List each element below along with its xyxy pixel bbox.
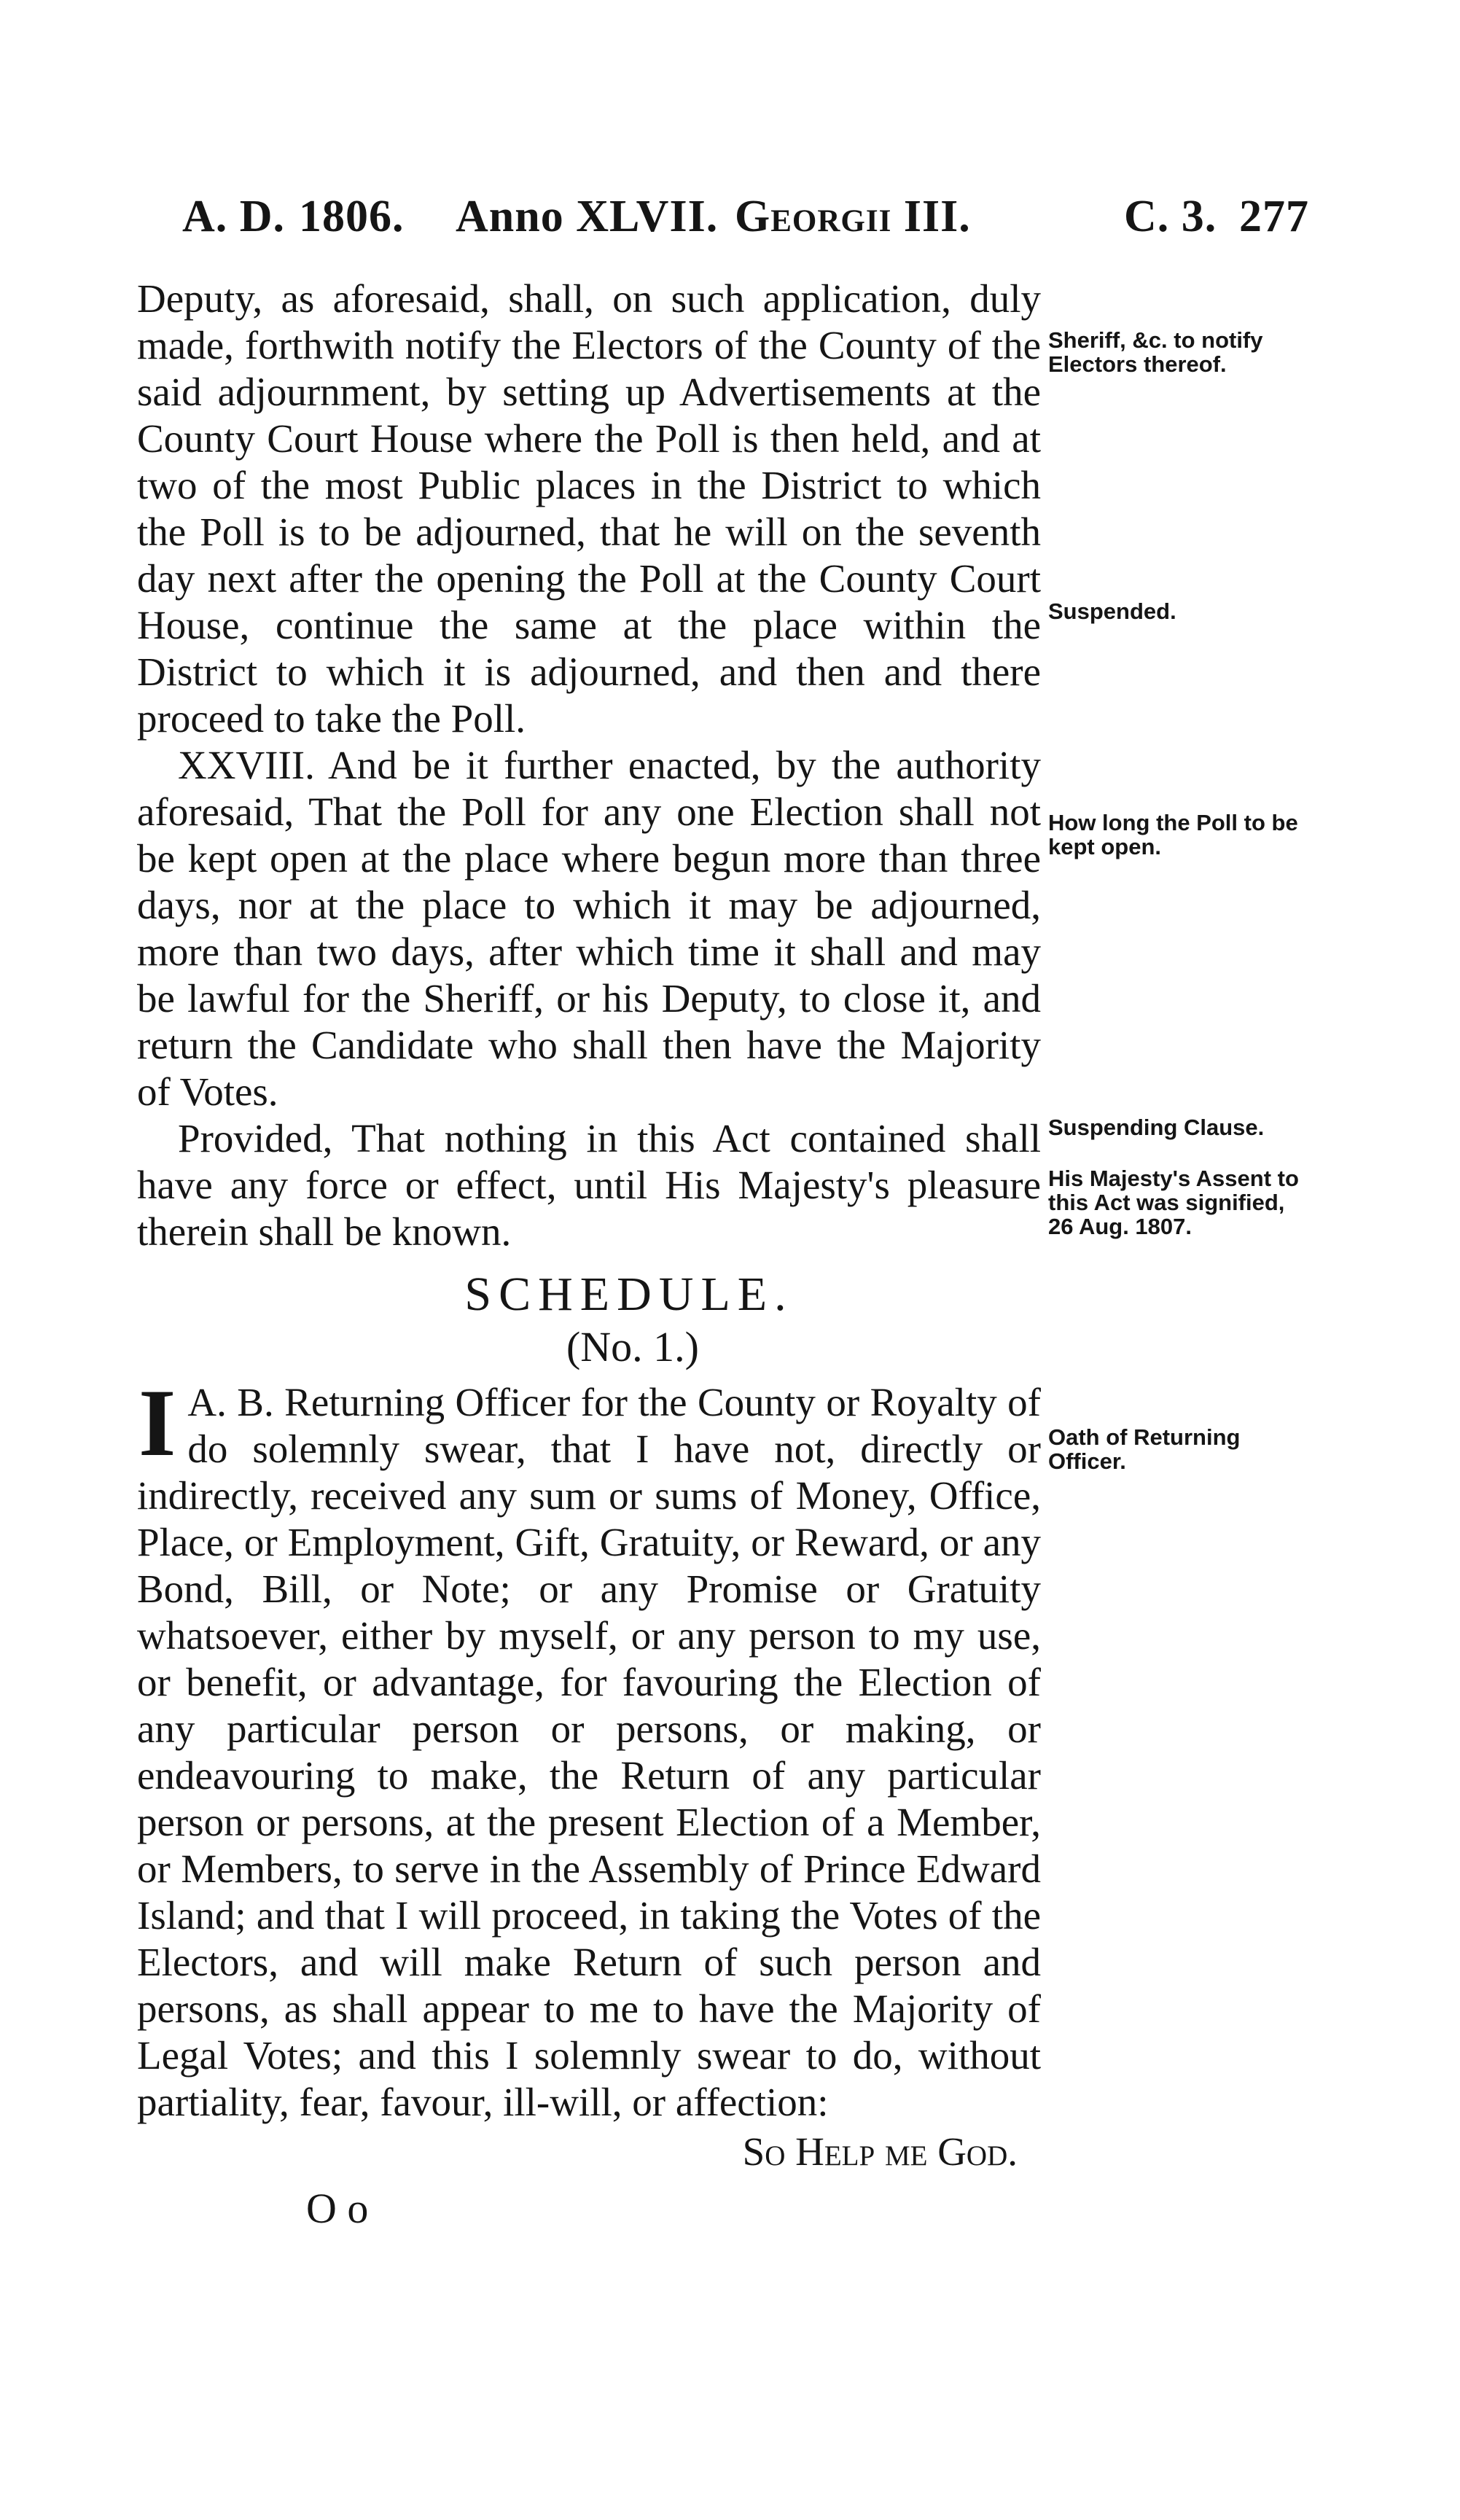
main-text-column	[137, 276, 1041, 2232]
signature-mark: O o	[306, 2185, 369, 2232]
header-king: Georgii III.	[735, 192, 971, 241]
header-year: 1806.	[299, 192, 405, 241]
drop-cap-initial: I	[138, 1369, 176, 1476]
margin-note-sheriff: Sheriff, &c. to notify Electors thereof.	[1048, 327, 1263, 377]
oath-text: A. B. Returning Officer for the County or Royalty of do solemnly swear, that I have not, directly or indirectly, received any sum or sums of Money, Office, Place, or Employment, Gift, Gratuity, or Reward, or any Bond, Bill, or Note; or any Promise or Gratuity whatsoever, either by myself, or any person to my use, or benefit, or advantage, for favouring the Election of any particular person or persons, or making, or endeavouring to make, the Return of any particular person or persons, at the present Election of a Member, or Members, to serve in the Assembly of Prince Edward Island; and that I will proceed, in taking the Votes of the Electors, and will make Return of such person and persons, as shall appear to me to have the Majority of Legal Votes; and this I solemnly swear to do, without partiality, fear, favour, ill-will, or affection:	[137, 1380, 1041, 2124]
margin-note-suspending-clause: Suspending Clause.	[1048, 1115, 1265, 1140]
margin-note-royal-assent: His Majesty's Assent to this Act was signified, 26 Aug. 1807.	[1048, 1166, 1299, 1239]
margin-note-oath: Oath of Returning Officer.	[1048, 1424, 1241, 1474]
header-anno-domini: A. D.	[182, 192, 286, 241]
page-number: 277	[1239, 192, 1309, 241]
margin-note-suspended: Suspended.	[1048, 598, 1176, 624]
header-regnal-year: Anno XLVII.	[456, 192, 719, 241]
oath-sign-off: So Help me God.	[742, 2129, 1018, 2174]
header-chapter: C. 3.	[1124, 192, 1217, 241]
schedule-number: (No. 1.)	[566, 1323, 699, 1370]
margin-note-poll-duration: How long the Poll to be kept open.	[1048, 810, 1298, 859]
paragraph-proviso: Provided, That nothing in this Act contained shall have any force or effect, until His Majesty's pleasure therein shall be known.	[137, 1116, 1041, 1254]
running-header	[182, 191, 1309, 249]
paragraph-adjournment-notice: Deputy, as aforesaid, shall, on such application, duly made, forthwith notify the Electors of the County of the said adjournment, by setting up Advertisements at the County Court House where the Poll is then held, and at two of the most Public places in the District to which the Poll is to be adjourned, that he will on the seventh day next after the opening the Poll at the County Court House, continue the same at the place within the District to which it is adjourned, and then and there proceed to take the Poll.	[137, 276, 1041, 741]
paragraph-section-xxviii: XXVIII. And be it further enacted, by the authority aforesaid, That the Poll for any one Election shall not be kept open at the place where begun more than three days, nor at the place to which it may be adjourned, more than two days, after which time it shall and may be lawful for the Sheriff, or his Deputy, to close it, and return the Candidate who shall then have the Majority of Votes.	[137, 743, 1041, 1114]
oath-paragraph	[137, 1369, 1041, 2126]
schedule-heading: SCHEDULE.	[464, 1268, 794, 1321]
